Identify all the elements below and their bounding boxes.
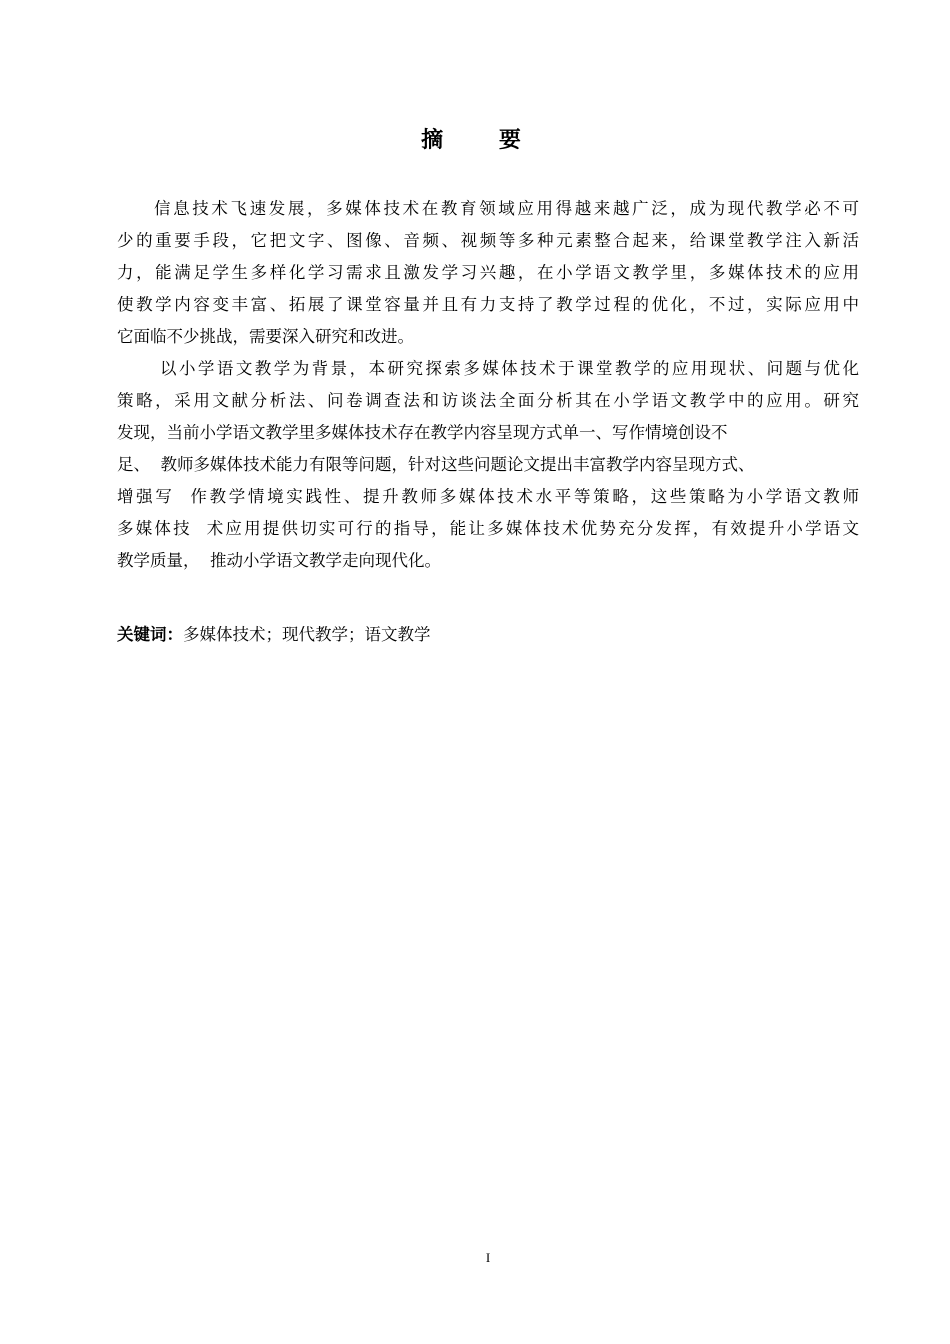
paragraph-1-line-3: 力，能满足学生多样化学习需求且激发学习兴趣，在小学语文教学里，多媒体技术的应用 [117,263,859,282]
paragraph-2-line-1: 以小学语文教学为背景，本研究探索多媒体技术于课堂教学的应用现状、问题与优化 [160,359,859,378]
paragraph-2-line-4: 足、 教师多媒体技术能力有限等问题，针对这些问题论文提出丰富教学内容呈现方式、 [117,455,755,474]
page-number: I [485,1250,491,1265]
keywords-value: 多媒体技术；现代教学；语文教学 [183,625,431,644]
paragraph-1-line-2: 少的重要手段，它把文字、图像、音频、视频等多种元素整合起来，给课堂教学注入新活 [117,231,859,250]
paragraph-1-line-5: 它面临不少挑战，需要深入研究和改进。 [117,327,414,346]
keywords-line [117,619,859,651]
paragraph-2-line-3: 发现，当前小学语文教学里多媒体技术存在教学内容呈现方式单一、写作情境创设不 [117,423,728,442]
paragraph-1-line-1: 信息技术飞速发展，多媒体技术在教育领域应用得越来越广泛，成为现代教学必不可 [154,199,859,218]
abstract-title: 摘 要 [421,128,545,153]
paragraph-2-line-6: 多媒体技 术应用提供切实可行的指导，能让多媒体技术优势充分发挥，有效提升小学语文 [117,519,859,538]
paragraph-2-line-7: 教学质量， 推动小学语文教学走向现代化。 [117,551,441,570]
paragraph-1-line-4: 使教学内容变丰富、拓展了课堂容量并且有力支持了教学过程的优化，不过，实际应用中 [117,295,859,314]
paragraph-2-line-5: 增强写 作教学情境实践性、提升教师多媒体技术水平等策略，这些策略为小学语文教师 [117,487,859,506]
keywords-label: 关键词： [117,625,183,644]
abstract-body [117,193,859,577]
paragraph-2-line-2: 策略，采用文献分析法、问卷调查法和访谈法全面分析其在小学语文教学中的应用。研究 [117,391,859,410]
